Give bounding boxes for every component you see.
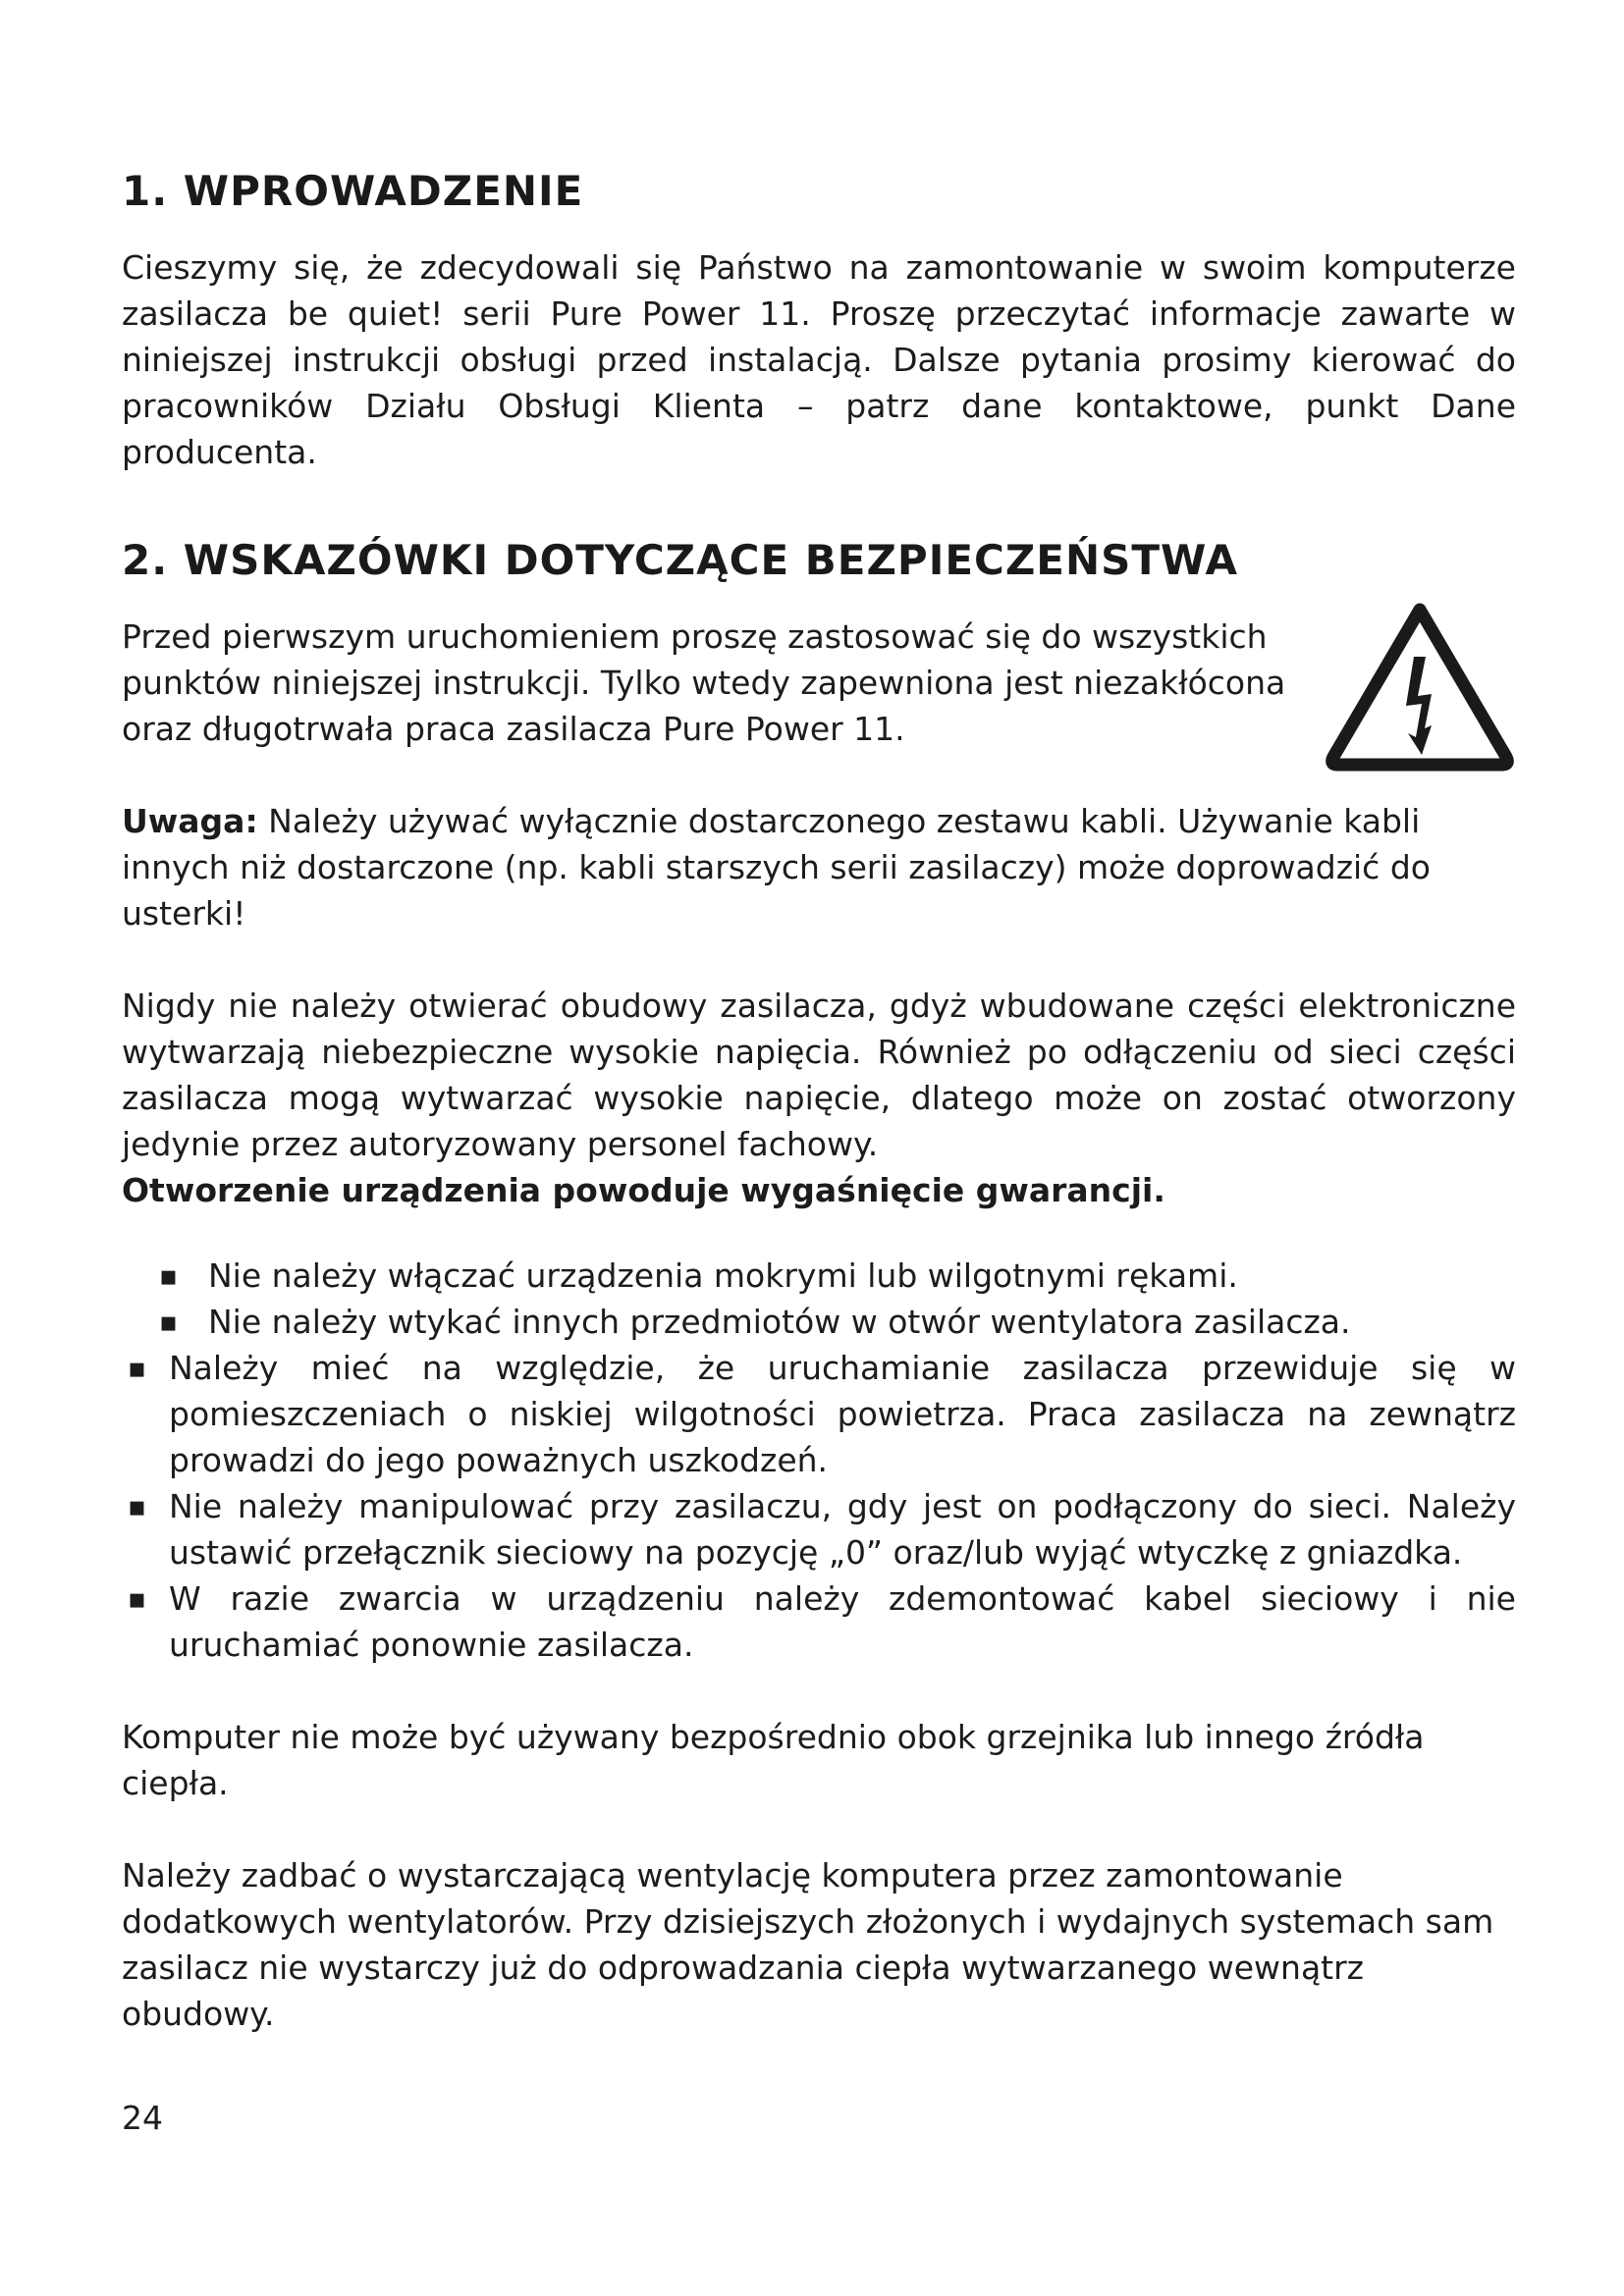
high-voltage-warning-icon	[1324, 600, 1516, 773]
list-item: ▪ Nie należy wtykać innych przedmiotów w otwór wentylatora zasilacza.	[122, 1299, 1516, 1345]
section-1-body: Cieszymy się, że zdecydowali się Państwo na zamontowanie w swoim komputerze zasilacza be quiet! serii Pure Power 11. Proszę przeczytać informacje zawarte w niniejszej instrukcji obsługi przed instalacją. Dalsze pytania prosimy kierować do pracowników Działu Obsługi Klienta – patrz dane kontaktowe, punkt Dane producenta.	[122, 248, 1516, 471]
bullet-icon: ▪	[128, 1352, 146, 1384]
list-item: ▪ Należy mieć na względzie, że uruchamianie zasilacza przewiduje się w pomieszczeniach o niskiej wilgotności powietrza. Praca zasilacza na zewnątrz prowadzi do jego poważnych uszkodzeń.	[122, 1345, 1516, 1483]
ventilation-note: Należy zadbać o wystarczającą wentylację komputera przez zamontowanie dodatkowych wentylatorów. Przy dzisiejszych złożonych i wydajnych systemach sam zasilacz nie wystarczy już do odprowadzania ciepła wytwarzanego wewnątrz obudowy.	[122, 1856, 1494, 2033]
bullet-icon: ▪	[159, 1306, 178, 1338]
safety-intro-row	[122, 614, 1516, 752]
uwaga-text: Należy używać wyłącznie dostarczonego zestawu kabli. Używanie kabli innych niż dostarczone (np. kabli starszych serii zasilaczy) może doprowadzić do usterki!	[122, 802, 1431, 933]
list-item: ▪ Nie należy manipulować przy zasilaczu, gdy jest on podłączony do sieci. Należy ustawić przełącznik sieciowy na pozycję „0” oraz/lub wyjąć wtyczkę z gniazdka.	[122, 1483, 1516, 1575]
open-housing-warning: Nigdy nie należy otwierać obudowy zasilacza, gdyż wbudowane części elektroniczne wytwarzają niebezpieczne wysokie napięcia. Również po odłączeniu od sieci części zasilacza mogą wytwarzać wysokie napięcie, dlatego może on zostać otworzony jedynie przez autoryzowany personel fachowy.	[122, 987, 1516, 1163]
page-content	[122, 167, 1516, 2037]
safety-bullet-list	[122, 1253, 1516, 1668]
warranty-note: Otworzenie urządzenia powoduje wygaśnięcie gwarancji.	[122, 1171, 1165, 1209]
heat-source-note: Komputer nie może być używany bezpośrednio obok grzejnika lub innego źródła ciepła.	[122, 1718, 1425, 1802]
uwaga-label: Uwaga:	[122, 802, 258, 840]
bullet-icon: ▪	[159, 1259, 178, 1292]
bullet-icon: ▪	[128, 1582, 146, 1615]
list-item: ▪ W razie zwarcia w urządzeniu należy zdemontować kabel sieciowy i nie uruchamiać ponownie zasilacza.	[122, 1575, 1516, 1668]
page-number: 24	[122, 2099, 163, 2137]
section-1-heading: 1. WPROWADZENIE	[122, 167, 584, 215]
bullet-icon: ▪	[128, 1490, 146, 1522]
uwaga-note	[122, 798, 1516, 936]
safety-intro-text: Przed pierwszym uruchomieniem proszę zastosować się do wszystkich punktów niniejszej instrukcji. Tylko wtedy zapewniona jest niezakłócona oraz długotrwała praca zasilacza Pure Power 11.	[122, 617, 1286, 748]
section-2-heading: 2. WSKAZÓWKI DOTYCZĄCE BEZPIECZEŃSTWA	[122, 536, 1238, 584]
list-item: ▪ Nie należy włączać urządzenia mokrymi lub wilgotnymi rękami.	[122, 1253, 1516, 1299]
